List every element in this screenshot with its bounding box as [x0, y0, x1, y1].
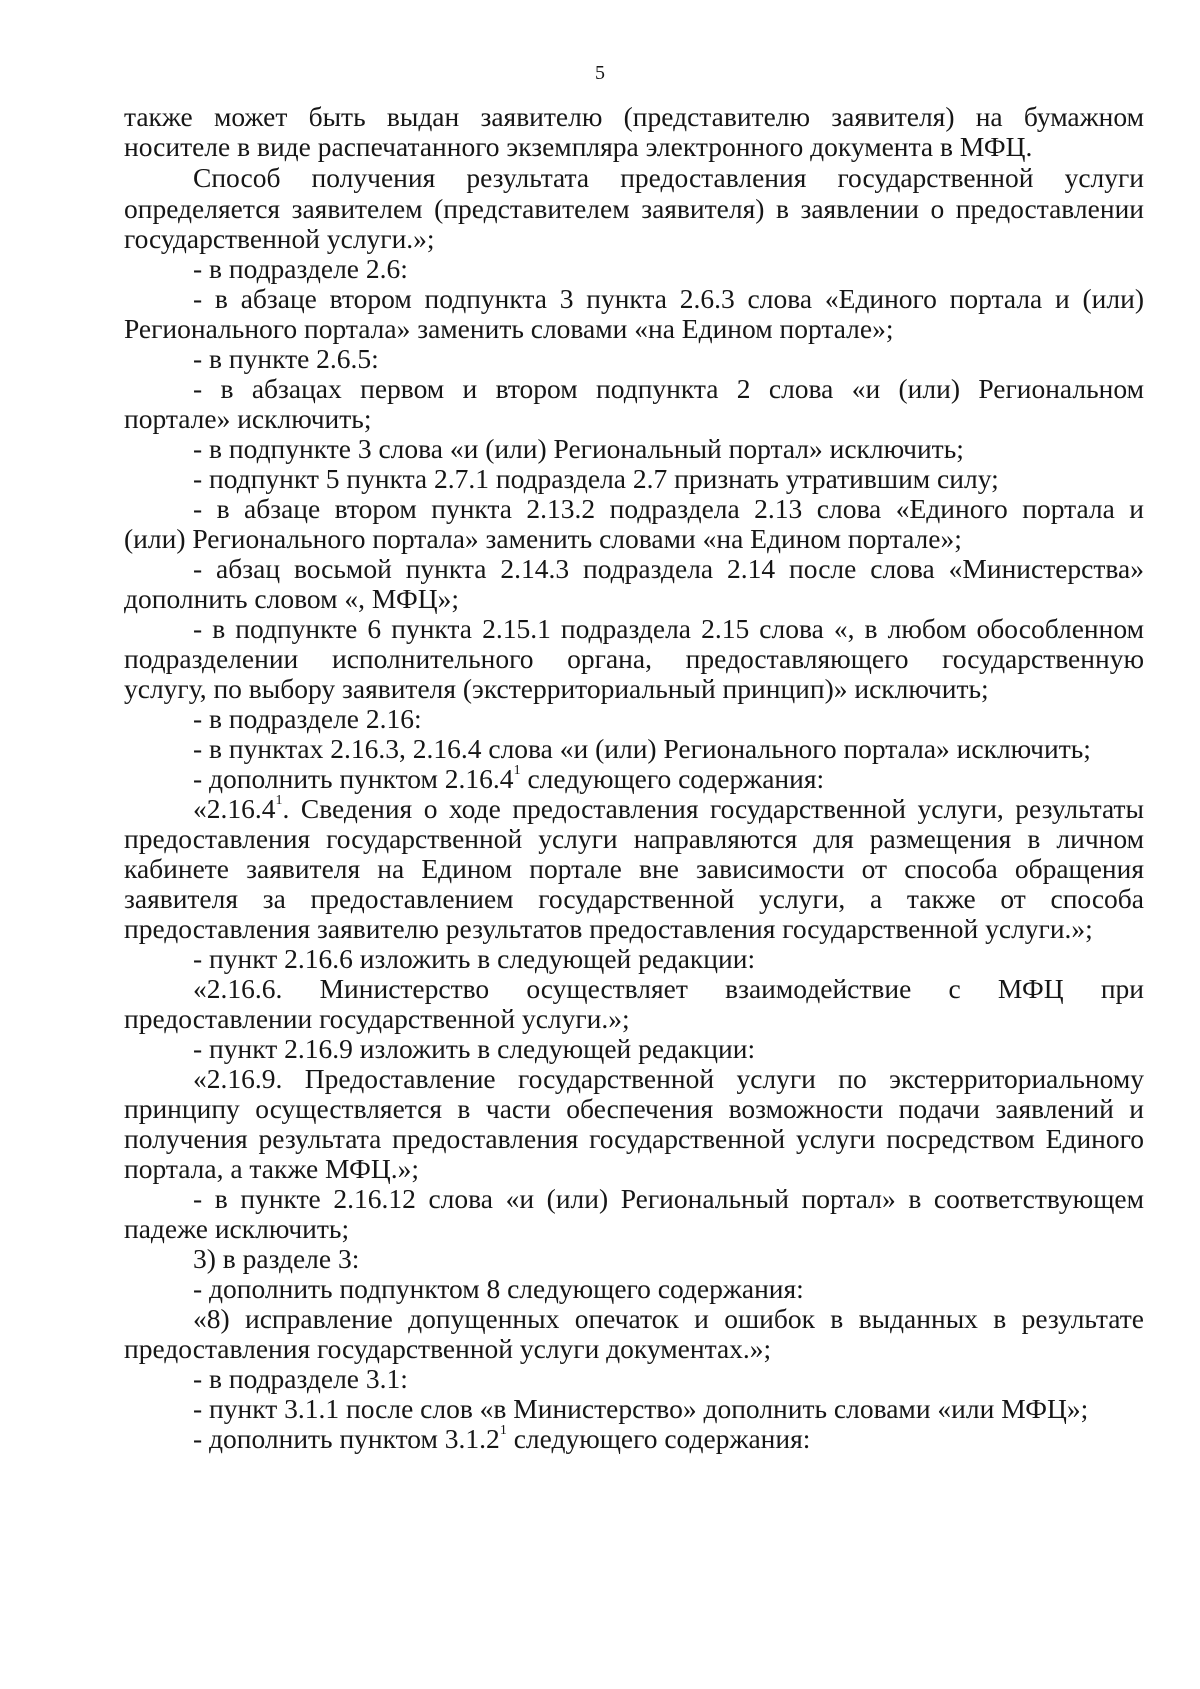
paragraph-line: - в подразделе 2.16:	[193, 703, 422, 734]
paragraph-line: предоставлении государственной услуги.»;	[124, 1003, 630, 1034]
paragraph-line: - пункт 3.1.1 после слов «в Министерство» дополнить словами «или МФЦ»;	[193, 1393, 1089, 1424]
paragraph-line: Регионального портала» заменить словами «на Едином портале»;	[124, 313, 894, 344]
paragraph-line: - пункт 2.16.9 изложить в следующей редакции:	[193, 1033, 756, 1064]
paragraph-line: подразделении исполнительного органа, предоставляющего государственную	[124, 643, 1144, 674]
paragraph-line: портале» исключить;	[124, 403, 372, 434]
line-text: следующего содержания:	[506, 1423, 811, 1454]
page-number: 5	[595, 62, 605, 84]
paragraph-line	[193, 1423, 1144, 1455]
paragraph-line	[193, 763, 1144, 795]
paragraph-line: «2.16.6. Министерство осуществляет взаимодействие с МФЦ при	[193, 973, 1144, 1004]
superscript: 1	[499, 1422, 507, 1438]
paragraph-line: - в подразделе 3.1:	[193, 1363, 408, 1394]
paragraph-line: (или) Регионального портала» заменить словами «на Едином портале»;	[124, 523, 962, 554]
paragraph-line: предоставления государственной услуги документах.»;	[124, 1333, 772, 1364]
line-text: следующего содержания:	[520, 763, 825, 794]
paragraph-line: портала, а также МФЦ.»;	[124, 1153, 419, 1184]
paragraph-line: предоставления государственной услуги направляются для размещения в личном	[124, 823, 1144, 854]
paragraph-line: «2.16.9. Предоставление государственной услуги по экстерриториальному	[193, 1063, 1144, 1094]
paragraph-line: - подпункт 5 пункта 2.7.1 подраздела 2.7 признать утратившим силу;	[193, 463, 999, 494]
line-text: «2.16.4	[193, 793, 276, 824]
paragraph-line: получения результата предоставления государственной услуги посредством Единого	[124, 1123, 1144, 1154]
paragraph-line: - в абзаце втором пункта 2.13.2 подраздела 2.13 слова «Единого портала и	[193, 493, 1144, 524]
paragraph-line: 3) в разделе 3:	[193, 1243, 360, 1274]
paragraph-line: - в пункте 2.16.12 слова «и (или) Региональный портал» в соответствующем	[193, 1183, 1144, 1214]
paragraph-line: государственной услуги.»;	[124, 223, 435, 254]
paragraph-line: услугу, по выбору заявителя (экстерриториальный принцип)» исключить;	[124, 673, 989, 704]
paragraph-line: - абзац восьмой пункта 2.14.3 подраздела 2.14 после слова «Министерства»	[193, 553, 1144, 584]
superscript: 1	[275, 792, 283, 808]
paragraph-line: - в подпункте 6 пункта 2.15.1 подраздела 2.15 слова «, в любом обособленном	[193, 613, 1144, 644]
paragraph-line: - дополнить подпунктом 8 следующего содержания:	[193, 1273, 804, 1304]
paragraph-line: дополнить словом «, МФЦ»;	[124, 583, 459, 614]
paragraph-line: падеже исключить;	[124, 1213, 350, 1244]
paragraph-line: заявителя за предоставлением государственной услуги, а также от способа	[124, 883, 1144, 914]
line-text: . Сведения о ходе предоставления государственной услуги, результаты	[282, 793, 1144, 824]
paragraph-line: - в подразделе 2.6:	[193, 253, 408, 284]
paragraph-line: принципу осуществляется в части обеспечения возможности подачи заявлений и	[124, 1093, 1144, 1124]
paragraph-line: Способ получения результата предоставления государственной услуги	[193, 162, 1144, 193]
paragraph-line: носителе в виде распечатанного экземпляра электронного документа в МФЦ.	[124, 131, 1033, 162]
paragraph-line: кабинете заявителя на Едином портале вне зависимости от способа обращения	[124, 853, 1144, 884]
paragraph-line: - пункт 2.16.6 изложить в следующей редакции:	[193, 943, 756, 974]
line-text: - дополнить пунктом 3.1.2	[193, 1423, 500, 1454]
paragraph-line	[193, 793, 1144, 825]
paragraph-line: также может быть выдан заявителю (представителю заявителя) на бумажном	[124, 101, 1144, 132]
superscript: 1	[513, 762, 521, 778]
paragraph-line: предоставления заявителю результатов предоставления государственной услуги.»;	[124, 913, 1093, 944]
paragraph-line: - в пунктах 2.16.3, 2.16.4 слова «и (или) Регионального портала» исключить;	[193, 733, 1091, 764]
paragraph-line: определяется заявителем (представителем заявителя) в заявлении о предоставлении	[124, 193, 1144, 224]
paragraph-line: - в пункте 2.6.5:	[193, 343, 379, 374]
line-text: - дополнить пунктом 2.16.4	[193, 763, 514, 794]
paragraph-line: - в абзацах первом и втором подпункта 2 слова «и (или) Региональном	[193, 373, 1144, 404]
paragraph-line: «8) исправление допущенных опечаток и ошибок в выданных в результате	[193, 1303, 1144, 1334]
paragraph-line: - в подпункте 3 слова «и (или) Региональный портал» исключить;	[193, 433, 964, 464]
paragraph-line: - в абзаце втором подпункта 3 пункта 2.6.3 слова «Единого портала и (или)	[193, 283, 1144, 314]
